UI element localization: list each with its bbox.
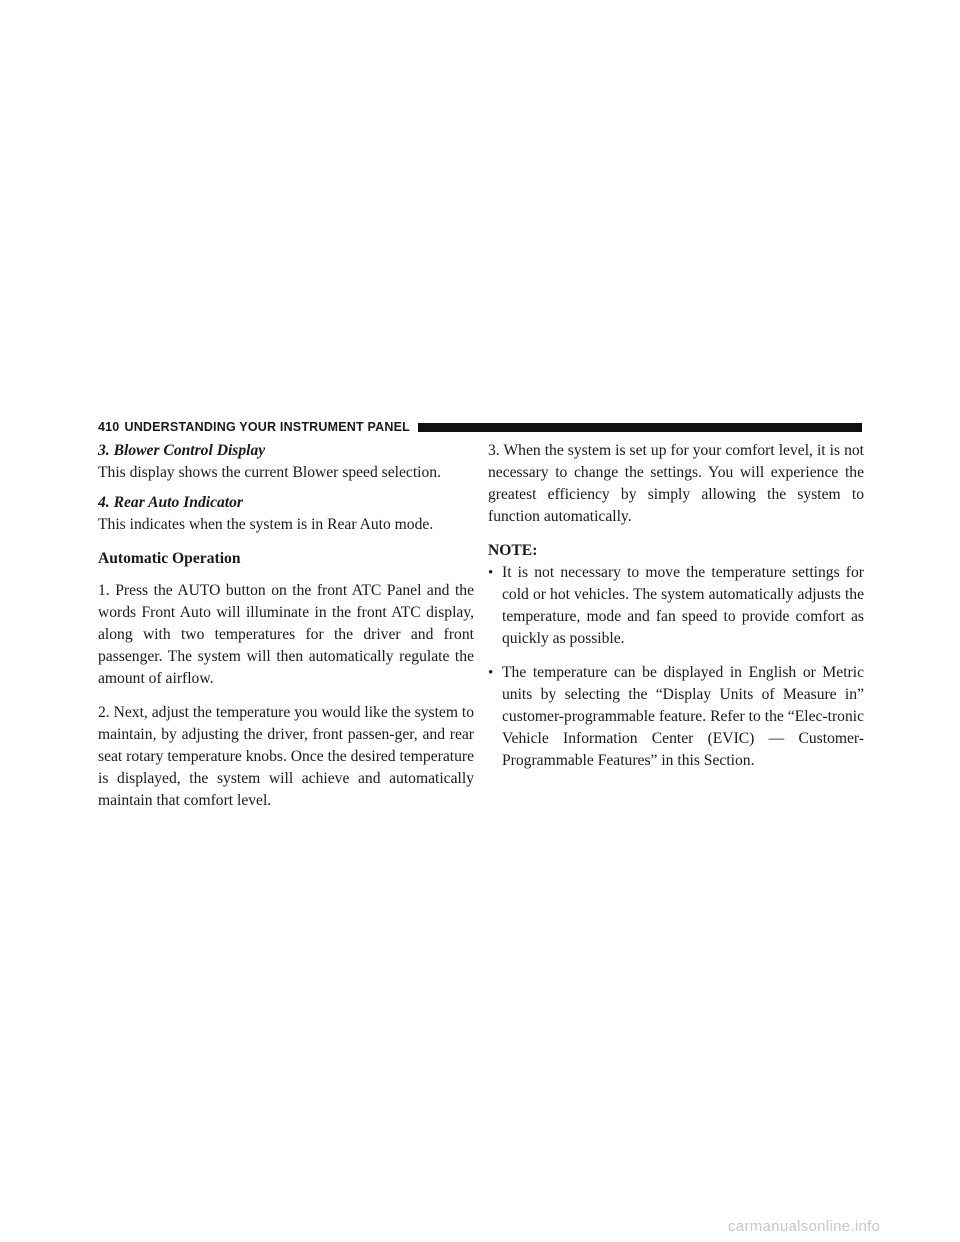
- page-header: [98, 419, 862, 435]
- watermark: carmanualsonline.info: [728, 1218, 881, 1235]
- section-title: UNDERSTANDING YOUR INSTRUMENT PANEL: [124, 420, 410, 434]
- step-2: 2. Next, adjust the temperature you would like the system to maintain, by adjusting the driver, front passen-ger, and rear seat rotary temperature knobs. Once the desired temperature is displayed, the system will achieve and automatically maintain that comfort level.: [98, 704, 474, 809]
- item3-text: This display shows the current Blower speed selection.: [98, 464, 441, 481]
- header-rule: [418, 423, 862, 432]
- item4-title: 4. Rear Auto Indicator: [98, 494, 243, 511]
- bullet-icon: •: [488, 665, 494, 681]
- page-number: 410: [98, 420, 120, 434]
- item3-title: 3. Blower Control Display: [98, 442, 266, 459]
- bullet-icon: •: [488, 565, 494, 581]
- note-bullet-1: [488, 562, 864, 650]
- right-column: [488, 440, 864, 772]
- note-bullet-2: [488, 662, 864, 772]
- left-column: [98, 440, 474, 812]
- item4-text: This indicates when the system is in Rear Auto mode.: [98, 516, 434, 533]
- step-1: 1. Press the AUTO button on the front ATC Panel and the words Front Auto will illuminate in the front ATC display, along with two temperatures for the driver and front passenger. The system will then automatically regulate the amount of airflow.: [98, 582, 474, 687]
- note-label: NOTE:: [488, 542, 538, 559]
- note-bullet-text: The temperature can be displayed in English or Metric units by selecting the “Display Units of Measure in” customer-programmable feature. Refer to the “Elec-tronic Vehicle Information Center (EVIC) — Customer-Programmable Features” in this Section.: [502, 664, 864, 769]
- note-bullet-text: It is not necessary to move the temperature settings for cold or hot vehicles. The system automatically adjusts the temperature, mode and fan speed to provide comfort as quickly as possible.: [502, 564, 864, 647]
- step-3: 3. When the system is set up for your comfort level, it is not necessary to change the settings. You will experience the greatest efficiency by simply allowing the system to function automatically.: [488, 442, 864, 525]
- section-heading: Automatic Operation: [98, 550, 241, 567]
